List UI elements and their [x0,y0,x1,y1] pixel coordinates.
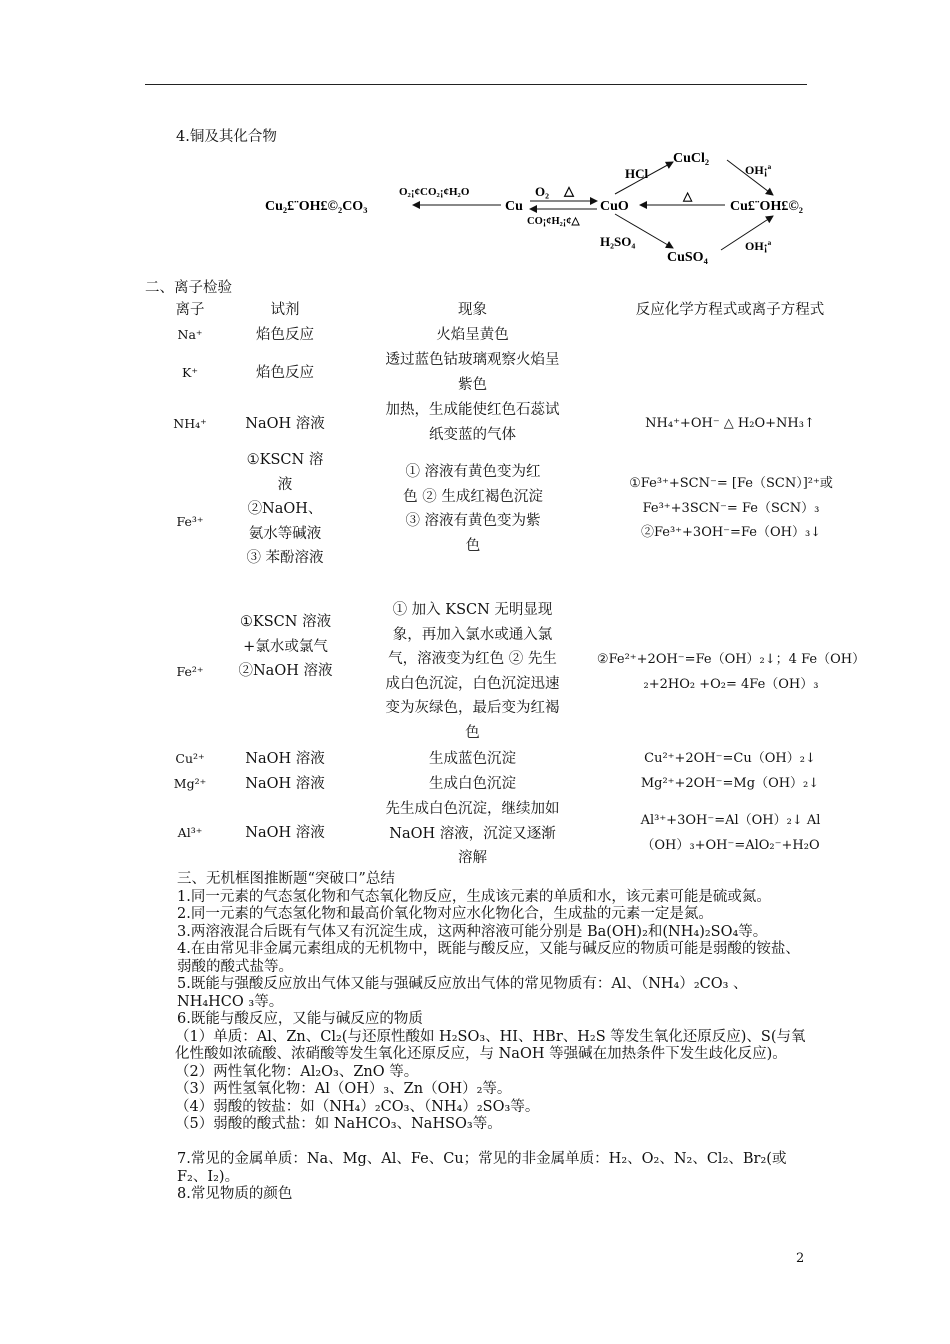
reagent-cell: NaOH 溶液 [245,416,325,432]
equation-cell: ①Fe³⁺+SCN⁻= [Fe（SCN）]²⁺或 Fe³⁺+3SCN⁻= Fe（SCN）₃ ②Fe³⁺+3OH⁻=Fe（OH）₃↓ [629,476,833,540]
ion-cell: NH₄⁺ [173,416,207,431]
header-rule [145,84,807,85]
col-header-equation: 反应化学方程式或离子方程式 [635,302,825,318]
col-header-reagent: 试剂 [270,302,300,318]
page-number: 2 [796,1251,805,1266]
col-header-ion: 离子 [175,302,205,318]
reagent-cell: ①KSCN 溶液 ②NaOH、氨水等碱液 ③ 苯酚溶液 [246,452,324,566]
inference-heading: 三、无机框图推断题“突破口”总结 [177,871,395,887]
phenomenon-cell: 火焰呈黄色 [436,327,509,343]
inference-section [145,871,807,1204]
copper-heading: 4.铜及其化合物 [176,129,277,145]
ion-cell: Mg²⁺ [173,776,207,791]
inference-subitem: （3）两性氢氧化物：Al（OH）₃、Zn（OH）₂等。 [175,1081,512,1097]
phenomenon-cell: 透过蓝色钴玻璃观察火焰呈紫色 [385,352,560,393]
label-heat-1: △ [564,183,574,198]
copper-reaction-diagram [255,140,845,275]
inference-item: 4.在由常见非金属元素组成的无机物中，既能与酸反应，又能与碱反应的物质可能是弱酸的铵盐、弱酸的酸式盐等。 [177,941,800,975]
inference-item: 6.既能与酸反应，又能与碱反应的物质 [177,1011,423,1027]
label-oh-top: OH¡ª [745,163,772,177]
ion-cell: Al³⁺ [177,825,203,840]
phenomenon-cell: 加热，生成能使红色石蕊试纸变蓝的气体 [385,402,560,443]
reagent-cell: NaOH 溶液 [245,825,325,841]
equation-cell: Mg²⁺+2OH⁻=Mg（OH）₂↓ [640,776,820,791]
phenomenon-cell: 生成蓝色沉淀 [429,751,516,767]
node-basic-copper-carbonate: Cu₂£¨OH£©₂CO₃ [265,199,368,214]
node-cuso4: CuSO₄ [667,250,708,265]
node-cu-hydroxide: Cu£¨OH£©₂ [730,199,803,214]
ion-cell: Fe²⁺ [176,664,204,679]
col-header-phenomenon: 现象 [458,302,487,318]
inference-item: 3.两溶液混合后既有气体又有沉淀生成，这两种溶液可能分别是 Ba(OH)₂和(NH₄)₂SO₄等。 [177,923,768,940]
label-hcl: HCl [625,166,649,181]
inference-item: 1.同一元素的气态氢化物和气态氧化物反应，生成该元素的单质和水，该元素可能是硫或氮。 [177,888,771,905]
label-oh-bottom: OH¡ª [745,239,772,253]
equation-cell: ②Fe²⁺+2OH⁻=Fe（OH）₂↓；4 Fe（OH）₂+2HO₂ +O₂= 4Fe（OH）₃ [596,652,866,692]
label-o2-co2-h2o: O₂¡¢CO₂¡¢H₂O [399,186,470,198]
label-co-h2-heat: CO¡¢H₂¡¢△ [527,216,580,227]
node-cuo: CuO [600,199,629,214]
phenomenon-cell: 生成白色沉淀 [429,776,516,792]
label-h2so4: H₂SO₄ [600,234,636,249]
equation-cell: NH₄⁺+OH⁻ △ H₂O+NH₃↑ [645,416,815,431]
inference-subitem: （4）弱酸的铵盐：如（NH₄）₂CO₃、（NH₄）₂SO₃等。 [175,1098,540,1115]
node-cucl2: CuCl₂ [673,151,710,166]
node-cu: Cu [505,199,523,214]
reagent-cell: 焰色反应 [256,327,314,343]
reagent-cell: NaOH 溶液 [245,751,325,767]
label-o2: O₂ [535,184,550,199]
phenomenon-cell: ① 溶液有黄色变为红色 ② 生成红褐色沉淀 ③ 溶液有黄色变为紫色 [403,464,543,554]
inference-item: 8.常见物质的颜色 [177,1186,293,1202]
ion-cell: Fe³⁺ [176,514,204,529]
inference-subitem: （1）单质：Al、Zn、Cl₂(与还原性酸如 H₂SO₃、HI、HBr、H₂S 等发生氧化还原反应)、S(与氧化性酸如浓硫酸、浓硝酸等发生氧化还原反应，与 NaOH 等强碱在加热条件下发生歧化反应)。 [175,1028,806,1062]
phenomenon-cell: 先生成白色沉淀，继续加如 NaOH 溶液，沉淀又逐渐溶解 [385,801,560,866]
ion-cell: K⁺ [182,365,198,380]
inference-subitem: （2）两性氧化物：Al₂O₃、ZnO 等。 [175,1063,419,1080]
phenomenon-cell: ① 加入 KSCN 无明显现象，再加入氯水或通入氯气，溶液变为红色 ② 先生成白色沉淀，白色沉淀迅速变为灰绿色，最后变为红褐色 [385,602,560,741]
reagent-cell: NaOH 溶液 [245,776,325,792]
ion-cell: Cu²⁺ [175,751,205,766]
reagent-cell: ①KSCN 溶液+氯水或氯气 ②NaOH 溶液 [238,614,333,679]
inference-item: 7.常见的金属单质：Na、Mg、Al、Fe、Cu；常见的非金属单质：H₂、O₂、N₂、Cl₂、Br₂(或 F₂、I₂)。 [177,1151,787,1185]
equation-cell: Cu²⁺+2OH⁻=Cu（OH）₂↓ [644,751,816,766]
reagent-cell: 焰色反应 [256,365,314,381]
label-heat-2: △ [683,189,693,203]
ions-heading: 二、离子检验 [145,280,232,296]
inference-item: 5.既能与强酸反应放出气体又能与强碱反应放出气体的常见物质有：Al、（NH₄）₂CO₃ 、NH₄HCO ₃等。 [177,976,748,1010]
inference-item: 2.同一元素的气态氢化物和最高价氧化物对应水化物化合，生成盐的元素一定是氮。 [177,906,713,922]
ion-cell: Na⁺ [177,327,203,342]
equation-cell: Al³⁺+3OH⁻=Al（OH）₂↓ Al（OH）₃+OH⁻=AlO₂⁻+H₂O [640,813,821,853]
inference-subitem: （5）弱酸的酸式盐：如 NaHCO₃、NaHSO₃等。 [175,1116,502,1132]
